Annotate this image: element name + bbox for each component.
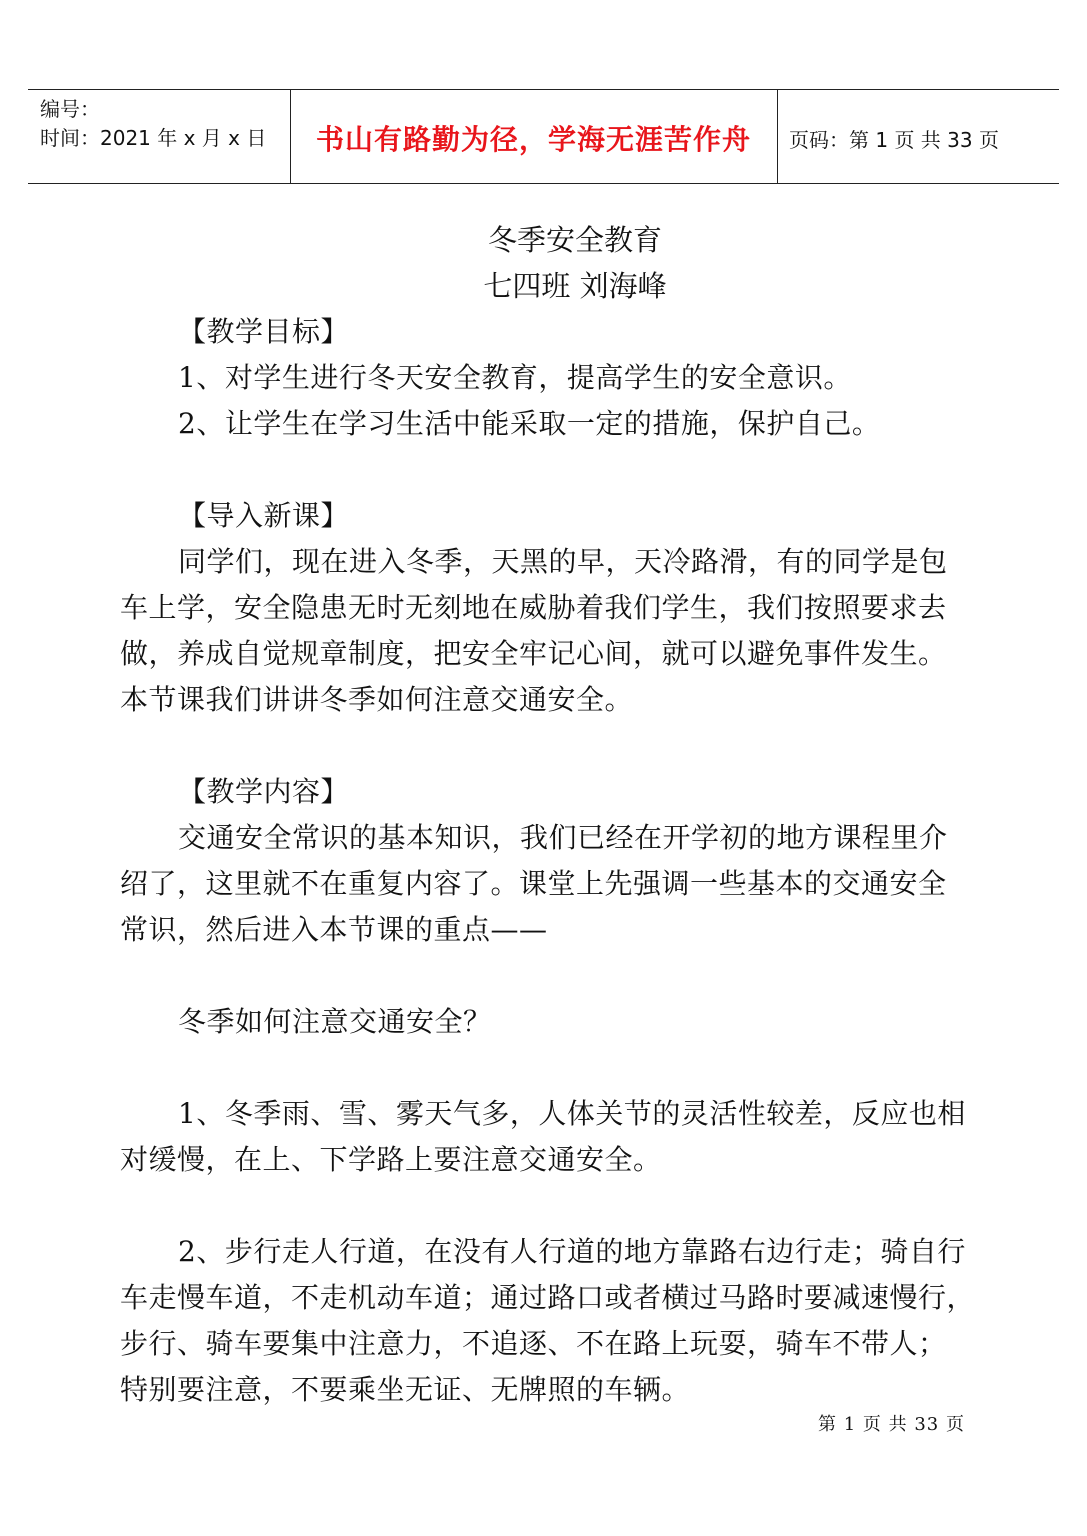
document-number-label: 编号： [40, 97, 100, 121]
paragraph-line: 本节课我们讲讲冬季如何注意交通安全。 [120, 683, 634, 716]
header-motto: 书山有路勤为径，学海无涯苦作舟 [315, 123, 751, 156]
paragraph-line: 步行、骑车要集中注意力，不追逐、不在路上玩耍，骑车不带人； [120, 1327, 947, 1360]
paragraph-line: 1、冬季雨、雪、雾天气多，人体关节的灵活性较差，反应也相 [178, 1097, 966, 1130]
paragraph-line: 常识，然后进入本节课的重点—— [120, 913, 548, 946]
header-table [28, 89, 1059, 184]
subheading-winter-traffic: 冬季如何注意交通安全？ [178, 1005, 492, 1038]
paragraph-line: 对缓慢，在上、下学路上要注意交通安全。 [120, 1143, 662, 1176]
paragraph-line: 交通安全常识的基本知识，我们已经在开学初的地方课程里介 [178, 821, 948, 854]
objective-1: 1、对学生进行冬天安全教育，提高学生的安全意识。 [178, 361, 852, 394]
paragraph-line: 车走慢车道，不走机动车道；通过路口或者横过马路时要减速慢行， [120, 1281, 976, 1314]
header-page-info: 页码：第 1 页 共 33 页 [789, 128, 999, 152]
paragraph-line: 绍了，这里就不在重复内容了。课堂上先强调一些基本的交通安全 [120, 867, 947, 900]
paragraph-line: 车上学，安全隐患无时无刻地在威胁着我们学生，我们按照要求去 [120, 591, 947, 624]
header-motto-cell [290, 90, 778, 183]
section-heading-introduction: 【导入新课】 [178, 499, 350, 532]
objective-2: 2、让学生在学习生活中能采取一定的措施，保护自己。 [178, 407, 881, 440]
document-title: 冬季安全教育 [487, 223, 662, 257]
header-info-cell [28, 90, 291, 183]
paragraph-line: 做，养成自觉规章制度，把安全牢记心间，就可以避免事件发生。 [120, 637, 947, 670]
section-heading-objectives: 【教学目标】 [178, 315, 350, 348]
footer-page-number: 第 1 页 共 33 页 [818, 1414, 965, 1435]
header-page-cell [777, 90, 1059, 183]
document-date-label: 时间：2021 年 x 月 x 日 [40, 126, 267, 150]
document-author: 七四班 刘海峰 [483, 269, 667, 303]
section-heading-content: 【教学内容】 [178, 775, 350, 808]
paragraph-line: 2、步行走人行道，在没有人行道的地方靠路右边行走；骑自行 [178, 1235, 966, 1268]
paragraph-line: 特别要注意，不要乘坐无证、无牌照的车辆。 [120, 1373, 691, 1406]
paragraph-line: 同学们，现在进入冬季，天黑的早，天冷路滑，有的同学是包 [178, 545, 948, 578]
